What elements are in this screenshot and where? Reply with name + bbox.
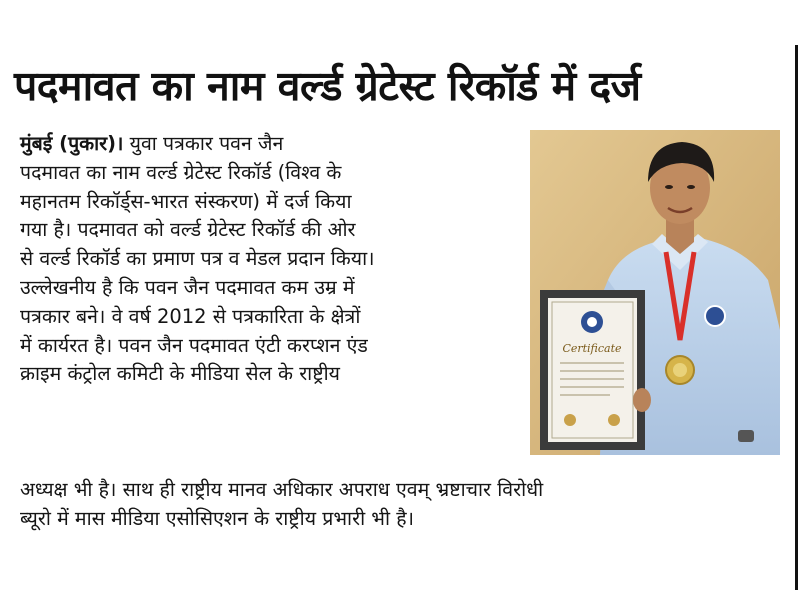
article-line: में कार्यरत है। पवन जैन पदमावत एंटी करप्शन एंड — [20, 333, 368, 357]
article-line: उल्लेखनीय है कि पवन जैन पदमावत कम उम्र में — [20, 275, 355, 299]
column-rule — [795, 45, 798, 590]
article-line: अध्यक्ष भी है। साथ ही राष्ट्रीय मानव अधिकार अपराध एवम् भ्रष्टाचार विरोधी — [20, 478, 544, 501]
article-full-width — [20, 476, 790, 534]
article-line: क्राइम कंट्रोल कमिटी के मीडिया सेल के राष्ट्रीय — [20, 362, 340, 386]
first-line — [20, 130, 525, 159]
photo — [530, 130, 780, 455]
article-line: पत्रकार बने। वे वर्ष 2012 से पत्रकारिता के क्षेत्रों — [20, 304, 361, 328]
article-line: महानतम रिकॉर्ड्स-भारत संस्करण) में दर्ज किया — [20, 189, 352, 213]
dateline: मुंबई (पुकार)। — [20, 132, 124, 155]
article-column — [20, 130, 525, 389]
article-line: गया है। पदमावत को वर्ल्ड ग्रेटेस्ट रिकॉर्ड की ओर — [20, 218, 356, 242]
certificate-heading: Certificate — [562, 342, 622, 355]
article-line: पदमावत का नाम वर्ल्ड ग्रेटेस्ट रिकॉर्ड (विश्व के — [20, 160, 342, 184]
article-line: से वर्ल्ड रिकॉर्ड का प्रमाण पत्र व मेडल प्रदान किया। — [20, 247, 375, 271]
journalist-photo — [530, 130, 780, 455]
article-line: युवा पत्रकार पवन जैन — [123, 132, 284, 155]
article-line: ब्यूरो में मास मीडिया एसोसिएशन के राष्ट्रीय प्रभारी भी है। — [20, 506, 415, 530]
headline: पदमावत का नाम वर्ल्ड ग्रेटेस्ट रिकॉर्ड में दर्ज — [14, 62, 641, 110]
